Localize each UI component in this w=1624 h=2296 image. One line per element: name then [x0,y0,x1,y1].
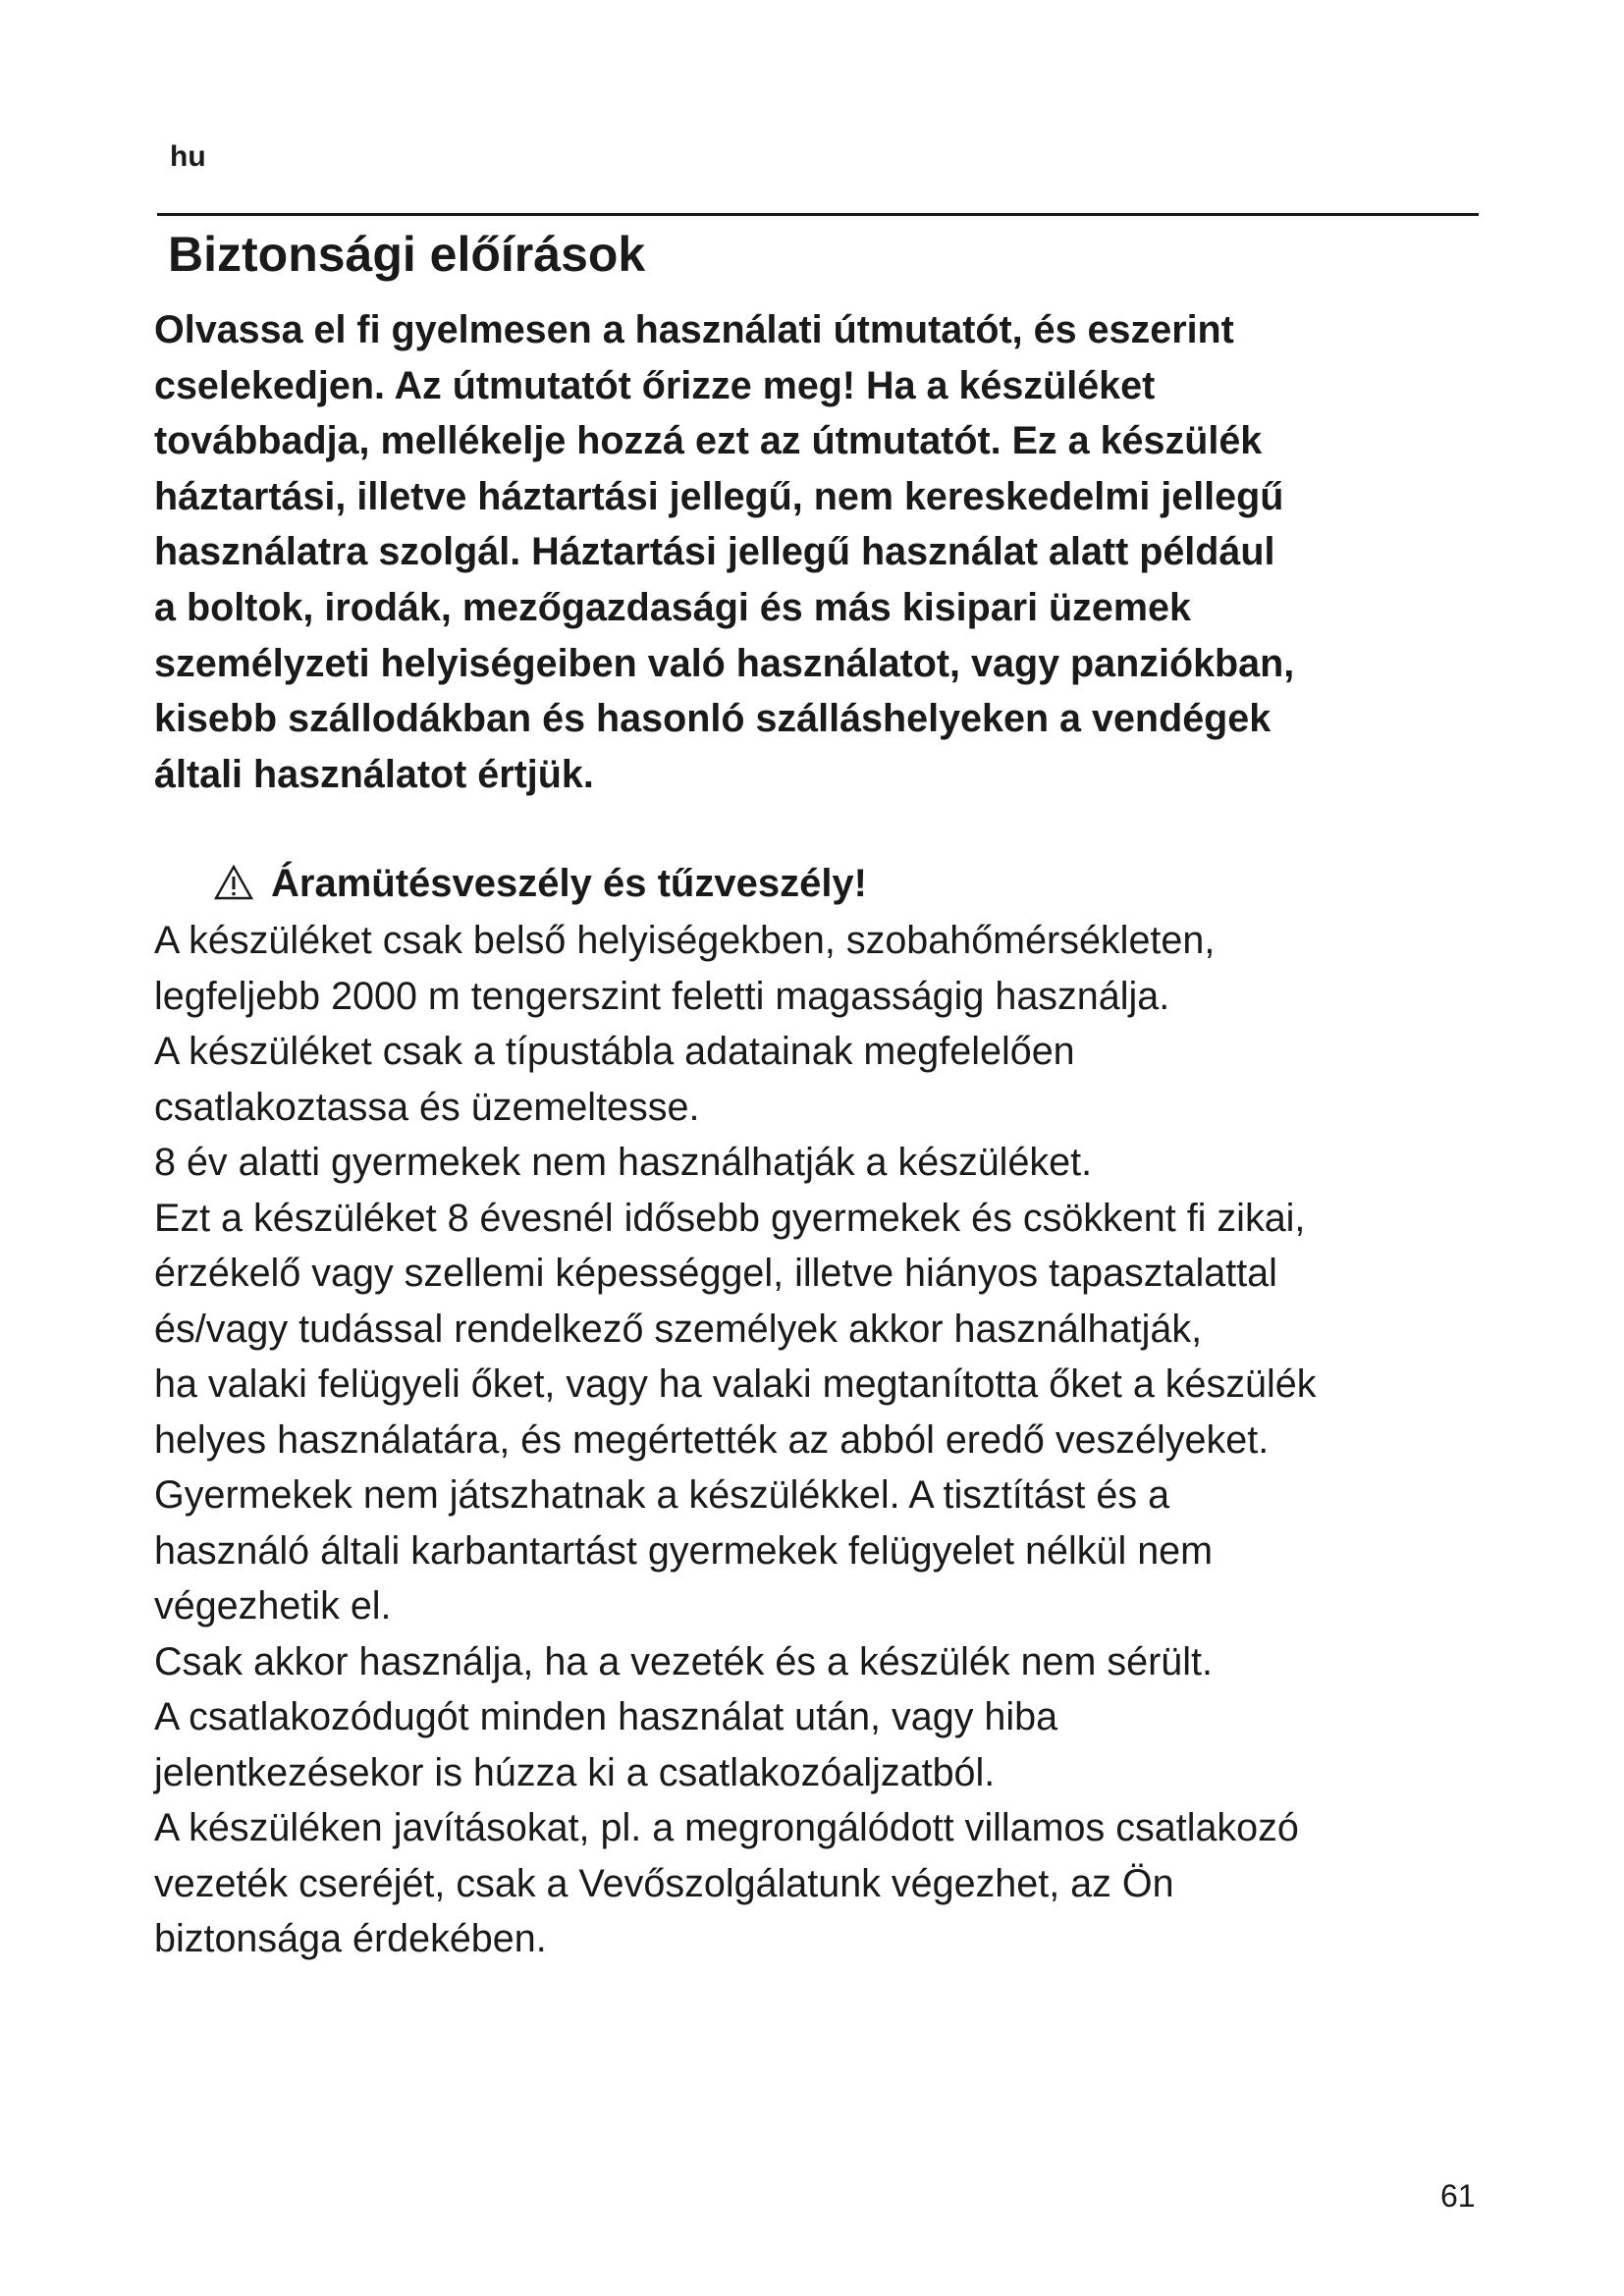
intro-line: cselekedjen. Az útmutatót őrizze meg! Ha a készüléket [154,363,1156,407]
warning-heading [214,856,867,911]
intro-line: személyzeti helyiségeiben való használatot, vagy panziókban, [154,641,1295,685]
instruction-line: A csatlakozódugót minden használat után, vagy hiba [154,1695,1058,1738]
instruction-line: A készüléken javításokat, pl. a megrongálódott villamos csatlakozó [154,1806,1299,1849]
intro-line: a boltok, irodák, mezőgazdasági és más kisipari üzemek [154,585,1191,629]
intro-line: háztartási, illetve háztartási jellegű, nem kereskedelmi jellegű [154,474,1284,518]
instruction-line: Ezt a készüléket 8 évesnél idősebb gyermekek és csökkent fi zikai, [154,1196,1306,1240]
instruction-line: jelentkezésekor is húzza ki a csatlakozóaljzatból. [154,1750,996,1794]
language-code: hu [170,140,206,173]
instruction-line: legfeljebb 2000 m tengerszint feletti magasságig használja. [154,974,1170,1018]
instruction-line: vezeték cseréjét, csak a Vevőszolgálatunk végezhet, az Ön [154,1861,1174,1905]
intro-line: általi használatot értjük. [154,752,594,796]
instruction-line: csatlakoztassa és üzemeltesse. [154,1085,700,1129]
page-number: 61 [1440,2178,1476,2214]
instruction-line: A készüléket csak a típustábla adatainak megfelelően [154,1030,1075,1073]
instruction-line: helyes használatára, és megértették az abból eredő veszélyeket. [154,1417,1270,1462]
instruction-line: Gyermekek nem játszhatnak a készülékkel. A tisztítást és a [154,1473,1170,1517]
page-title: Biztonsági előírások [168,227,646,282]
instruction-line: használó általi karbantartást gyermekek felügyelet nélkül nem [154,1528,1214,1573]
warning-triangle-icon [214,865,253,900]
instruction-line: Csak akkor használja, ha a vezeték és a készülék nem sérült. [154,1639,1213,1683]
instruction-line: ha valaki felügyeli őket, vagy ha valaki megtanította őket a készülék [154,1362,1317,1406]
safety-instructions [154,913,1529,1967]
intro-line: Olvassa el fi gyelmesen a használati útmutatót, és eszerint [154,308,1234,351]
warning-heading-text: Áramütésveszély és tűzveszély! [271,862,867,905]
instruction-line: érzékelő vagy szellemi képességgel, illetve hiányos tapasztalattal [154,1252,1277,1295]
instruction-line: 8 év alatti gyermekek nem használhatják a készüléket. [154,1141,1093,1184]
instruction-line: biztonsága érdekében. [154,1917,547,1960]
header-divider [157,213,1479,216]
instruction-line: és/vagy tudással rendelkező személyek akkor használhatják, [154,1307,1203,1351]
intro-line: kisebb szállodákban és hasonló szálláshelyeken a vendégek [154,697,1272,741]
intro-line: továbbadja, mellékelje hozzá ezt az útmutatót. Ez a készülék [154,419,1263,463]
instruction-line: A készüléket csak belső helyiségekben, szobahőmérsékleten, [154,919,1216,962]
intro-line: használatra szolgál. Háztartási jellegű használat alatt például [154,530,1275,574]
intro-paragraph [154,302,1529,802]
instruction-line: végezhetik el. [154,1584,392,1628]
